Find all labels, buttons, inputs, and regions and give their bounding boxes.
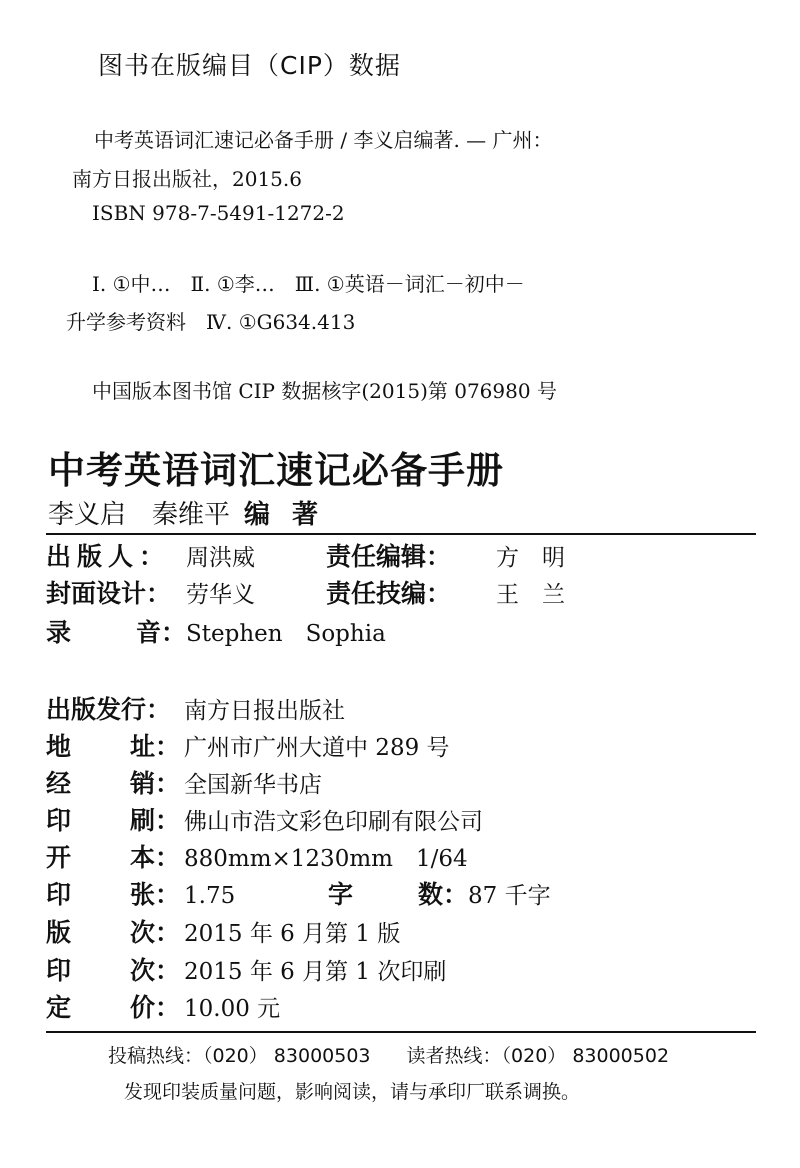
cip-isbn: ISBN 978-7-5491-1272-2 xyxy=(92,201,345,225)
address-label: 地 址 ： xyxy=(46,732,180,761)
cip-line-1: 中考英语词汇速记必备手册 / 李义启编著. — 广州： xyxy=(94,128,553,152)
detail-row-format xyxy=(46,838,468,872)
printer-value: 佛山市浩文彩色印刷有限公司 xyxy=(184,809,483,835)
detail-row-printing xyxy=(46,951,446,985)
staff-row-3 xyxy=(46,613,386,647)
publisher-value: 周洪威 xyxy=(186,545,255,571)
detail-row-printer xyxy=(46,801,483,835)
cip-classification-1: Ⅰ. ①中… Ⅱ. ①李… Ⅲ. ①英语－词汇－初中－ xyxy=(92,272,525,296)
author-names: 李义启 秦维平 xyxy=(48,500,231,530)
detail-row-sheets xyxy=(46,875,551,909)
wordcount-value: 87 千字 xyxy=(468,883,551,909)
book-authors xyxy=(48,494,340,531)
cip-line-2: 南方日报出版社，2015.6 xyxy=(72,167,302,191)
reader-hotline: 读者热线：（020） 83000502 xyxy=(406,1045,670,1067)
sheets-value: 1.75 xyxy=(184,883,236,909)
sheets-label: 印 张 ： xyxy=(46,880,180,909)
detail-row-seller xyxy=(46,764,322,798)
publisher-label: 出版人： xyxy=(46,542,171,571)
distributor-label: 出版发行 ： xyxy=(46,695,172,724)
detail-row-address xyxy=(46,727,450,761)
staff-row-2 xyxy=(46,574,565,608)
wordcount-label: 字 数： xyxy=(328,880,468,909)
cip-heading: 图书在版编目（CIP）数据 xyxy=(98,51,401,80)
format-value: 880mm×1230mm 1/64 xyxy=(184,846,468,872)
editor-label: 责任编辑： xyxy=(326,542,452,571)
format-label: 开 本 ： xyxy=(46,843,180,872)
printing-value: 2015 年 6 月第 1 次印刷 xyxy=(184,959,447,985)
staff-row-1 xyxy=(46,537,565,571)
audio-value: Stephen Sophia xyxy=(186,621,386,647)
seller-label: 经 销 ： xyxy=(46,769,180,798)
seller-value: 全国新华书店 xyxy=(184,772,322,798)
price-value: 10.00 元 xyxy=(184,996,281,1022)
top-rule xyxy=(46,533,756,535)
detail-row-publisher xyxy=(46,690,345,724)
address-value: 广州市广州大道中 289 号 xyxy=(184,735,450,761)
tech-editor-label: 责任技编： xyxy=(326,579,452,608)
distributor-value: 南方日报出版社 xyxy=(184,698,345,724)
hotlines xyxy=(108,1041,669,1068)
cover-design-label: 封面设计： xyxy=(46,579,172,608)
cip-verification: 中国版本图书馆 CIP 数据核字(2015)第 076980 号 xyxy=(92,379,557,403)
editor-value: 方 明 xyxy=(496,545,565,571)
edition-label: 版 次 ： xyxy=(46,918,180,947)
book-title: 中考英语词汇速记必备手册 xyxy=(48,449,504,492)
tech-editor-value: 王 兰 xyxy=(496,582,565,608)
cip-classification-2: 升学参考资料 Ⅳ. ①G634.413 xyxy=(66,310,356,334)
author-role: 编著 xyxy=(244,500,341,530)
audio-label: 录 音： xyxy=(46,618,186,647)
printer-label: 印 刷 ： xyxy=(46,806,180,835)
submission-hotline: 投稿热线：（020） 83000503 xyxy=(108,1045,371,1067)
printing-label: 印 次 ： xyxy=(46,956,180,985)
cover-design-value: 劳华义 xyxy=(186,582,255,608)
detail-row-edition xyxy=(46,913,400,947)
quality-notice: 发现印装质量问题，影响阅读，请与承印厂联系调换。 xyxy=(124,1081,581,1103)
detail-row-price xyxy=(46,988,280,1022)
price-label: 定 价 ： xyxy=(46,993,180,1022)
bottom-rule xyxy=(46,1031,756,1033)
edition-value: 2015 年 6 月第 1 版 xyxy=(184,921,401,947)
